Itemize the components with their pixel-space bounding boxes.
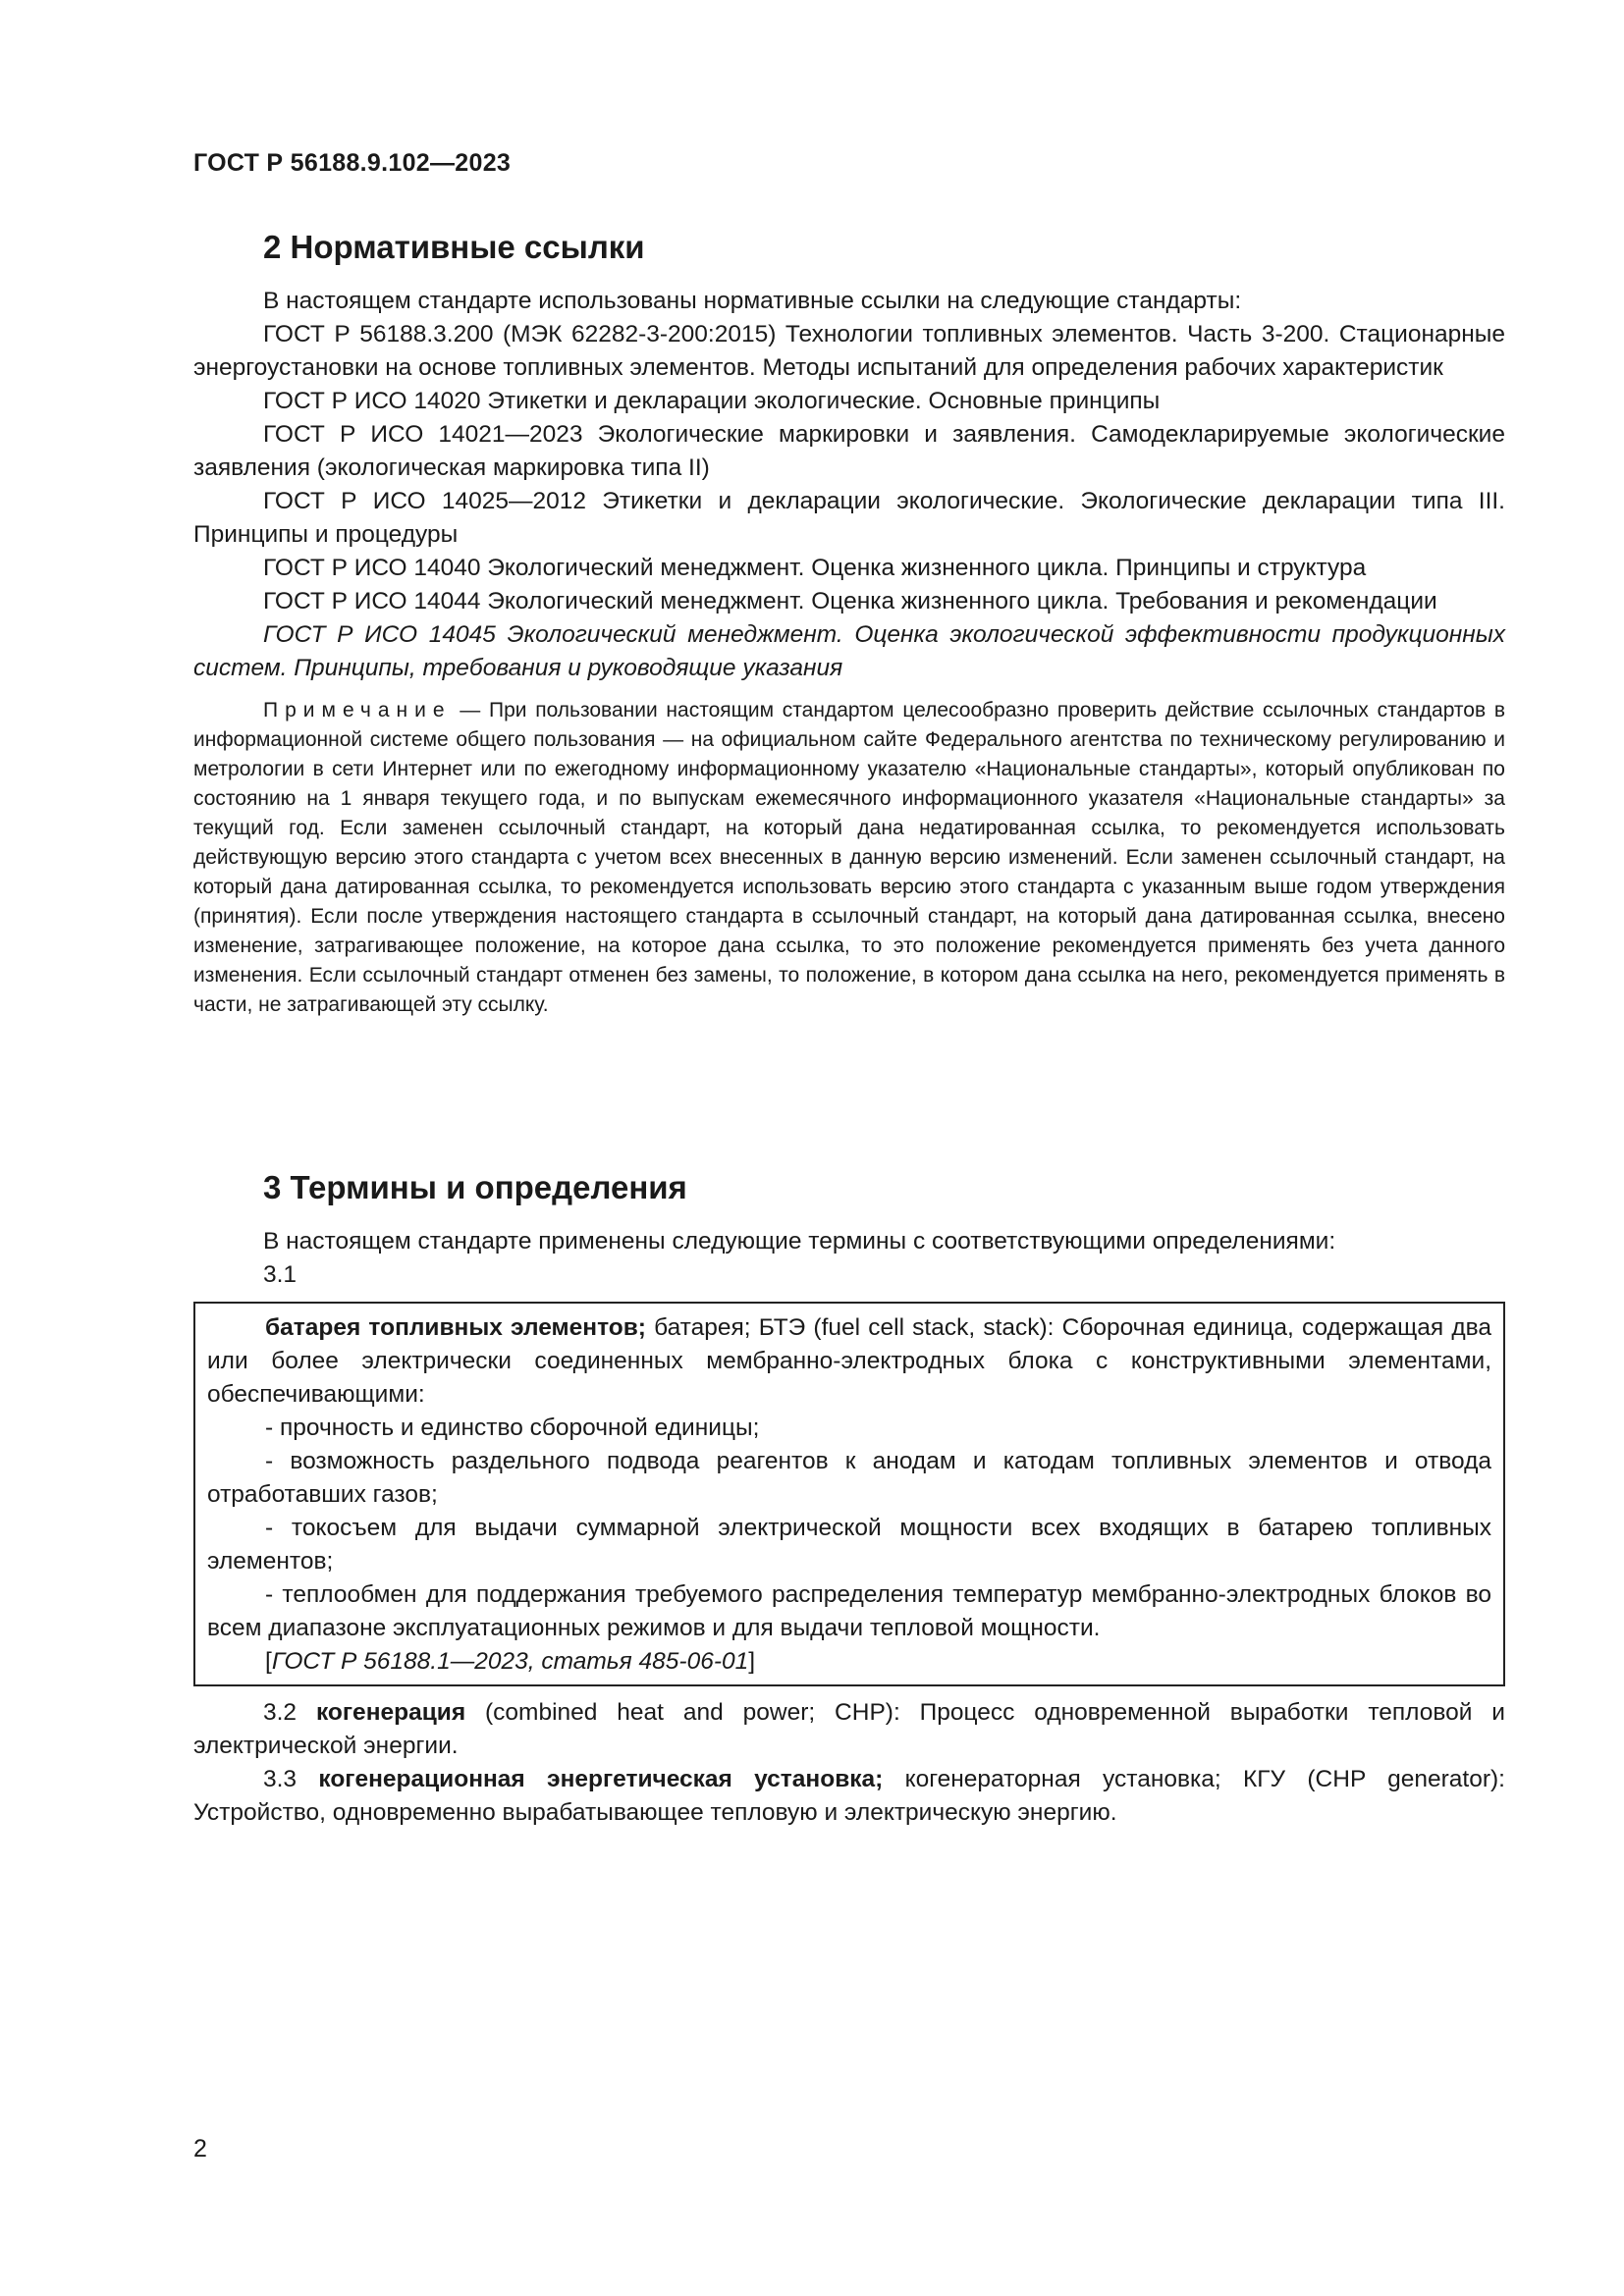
term-3-2-number: 3.2 [263,1699,316,1726]
term-3-2-term: когенерация [315,1699,466,1726]
section-3-title: 3 Термины и определения [263,1169,687,1205]
reference-item: ГОСТ Р ИСО 14025—2012 Этикетки и декларации экологические. Экологические декларации типа III. Принципы и процедуры [193,488,1505,548]
term-3-3-term: когенерационная энергетическая установка; [318,1766,884,1792]
term-3-1-text: батарея; БТЭ (fuel cell stack, stack): Сборочная единица, содержащая два или более электрически соединенных мембранно-электродных блока с конструктивными элементами, обеспечивающими: [207,1314,1491,1408]
reference-item: ГОСТ Р ИСО 14040 Экологический менеджмент. Оценка жизненного цикла. Принципы и структура [263,555,1367,581]
source-bracket-open: [ [265,1648,272,1675]
term-3-1-list-item: - токосъем для выдачи суммарной электрической мощности всех входящих в батарею топливных элементов; [207,1515,1491,1575]
term-3-1-definition [207,1311,1491,1412]
term-3-1-list-item: - теплообмен для поддержания требуемого распределения температур мембранно-электродных блоков во всем диапазоне эксплуатационных режимов и для выдачи тепловой мощности. [207,1581,1491,1641]
term-3-1-list-item: - возможность раздельного подвода реагентов к анодам и катодам топливных элементов и отвода отработавших газов; [207,1448,1491,1508]
section-normative-references [193,224,1505,1020]
note-paragraph [193,696,1505,1020]
reference-item-italic: ГОСТ Р ИСО 14045 Экологический менеджмент. Оценка экологической эффективности продукционных систем. Принципы, требования и руководящие указания [193,621,1505,681]
term-3-3-number: 3.3 [263,1766,319,1792]
term-3-3 [193,1763,1505,1830]
term-3-1-list-item: - прочность и единство сборочной единицы; [265,1415,760,1441]
term-3-1-number: 3.1 [263,1261,298,1288]
term-3-2-definition: (combined heat and power; CHP): Процесс одновременной выработки тепловой и электрической энергии. [193,1699,1505,1759]
term-3-2 [193,1696,1505,1763]
section-2-intro: В настоящем стандарте использованы нормативные ссылки на следующие стандарты: [263,288,1242,314]
reference-item: ГОСТ Р ИСО 14021—2023 Экологические маркировки и заявления. Самодекларируемые экологические заявления (экологическая маркировка типа II) [193,421,1505,481]
term-3-1-term: батарея топливных элементов; [265,1314,646,1341]
term-3-3-definition: когенераторная установка; КГУ (CHP generator): Устройство, одновременно вырабатывающее тепловую и электрическую энергию. [193,1766,1505,1826]
term-3-1-source-ref: ГОСТ Р 56188.1—2023, статья 485-06-01 [271,1648,749,1675]
section-2-title: 2 Нормативные ссылки [263,229,645,265]
note-text: — При пользовании настоящим стандартом целесообразно проверить действие ссылочных стандартов в информационной системе общего пользования — на официальном сайте Федерального агентства по техническому регулированию и метрологии в сети Интернет или по ежегодному информационному указателю «Национальные стандарты», который опубликован по состоянию на 1 января текущего года, и по выпускам ежемесячного информационного указателя «Национальные стандарты» за текущий год. Если заменен ссылочный стандарт, на который дана недатированная ссылка, то рекомендуется использовать действующую версию этого стандарта с учетом всех внесенных в данную версию изменений. Если заменен ссылочный стандарт, на который дана датированная ссылка, то рекомендуется использовать версию этого стандарта с указанным выше годом утверждения (принятия). Если после утверждения настоящего стандарта в ссылочный стандарт, на который дана датированная ссылка, внесено изменение, затрагивающее положение, на которое дана ссылка, то это положение рекомендуется применять без учета данного изменения. Если ссылочный стандарт отменен без замены, то положение, в котором дана ссылка на него, рекомендуется применять в части, не затрагивающей эту ссылку. [193,699,1505,1016]
reference-item: ГОСТ Р ИСО 14020 Этикетки и декларации экологические. Основные принципы [263,388,1161,414]
document-id-header: ГОСТ Р 56188.9.102—2023 [193,149,512,177]
note-label: Примечание [263,699,452,721]
section-3-intro: В настоящем стандарте применены следующие термины с соответствующими определениями: [263,1228,1336,1255]
section-terms-definitions [193,1164,1505,1830]
term-3-1-box [193,1302,1505,1686]
page-number: 2 [193,2135,207,2163]
reference-item: ГОСТ Р ИСО 14044 Экологический менеджмент. Оценка жизненного цикла. Требования и рекомендации [263,588,1437,614]
source-bracket-close: ] [748,1648,756,1675]
term-3-1-source [207,1645,1491,1679]
reference-item: ГОСТ Р 56188.3.200 (МЭК 62282-3-200:2015) Технологии топливных элементов. Часть 3-200. Стационарные энергоустановки на основе топливных элементов. Методы испытаний для определения рабочих характеристик [193,321,1505,381]
